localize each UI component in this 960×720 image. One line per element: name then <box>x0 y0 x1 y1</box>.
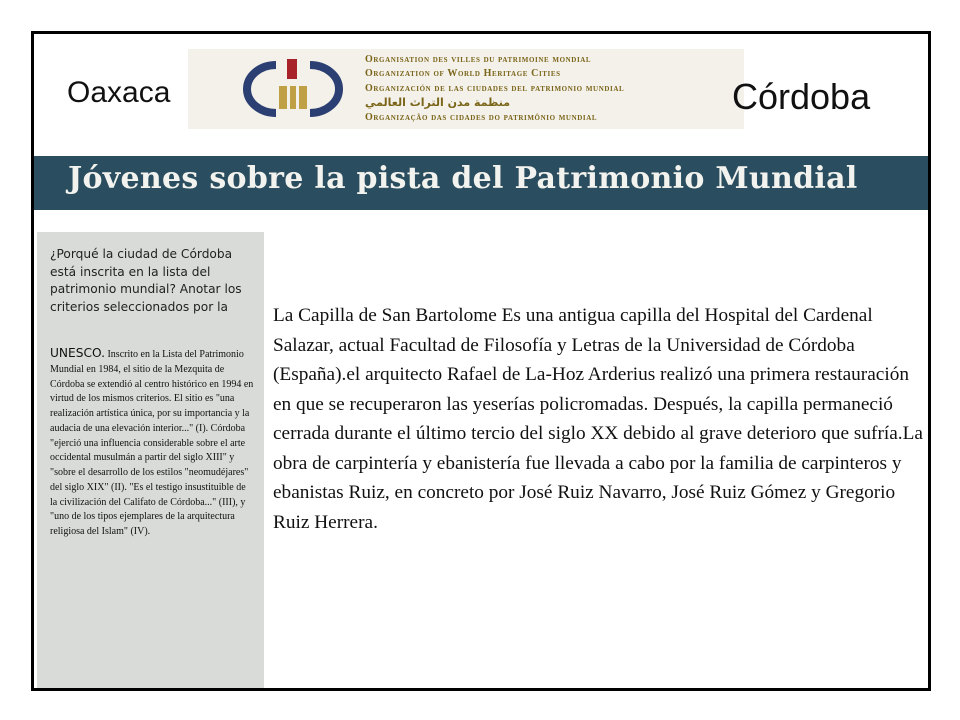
logo-line-es: Organización de las ciudades del patrimonio mundial <box>365 82 625 94</box>
logo-line-pt: Organização das cidades do patrimônio mundial <box>365 111 598 123</box>
sidebar-answer-lead: UNESCO. <box>50 346 105 360</box>
main-paragraph: La Capilla de San Bartolome Es una antigua capilla del Hospital del Cardenal Salazar, actual Facultad de Filosofía y Letras de la Universidad de Córdoba (España).el arquitecto Rafael de La-Hoz Arderius realizó una primera restauración en que se recuperaron las yeserías policromadas. Después, la capilla permaneció cerrada durante el último tercio del siglo XX debido al grave deterioro que sufría.La obra de carpintería y ebanistería fue llevada a cabo por la familia de carpinteros y ebanistas Ruiz, en concreto por José Ruiz Navarro, José Ruiz Gómez y Gregorio Ruiz Herrera. <box>273 305 923 533</box>
logo-text-block <box>365 53 740 125</box>
city-left-label: Oaxaca <box>67 76 171 109</box>
owhc-logo <box>188 49 744 129</box>
question-sidebar <box>37 232 264 688</box>
sidebar-question: ¿Porqué la ciudad de Córdoba está inscrita en la lista del patrimonio mundial? Anotar los criterios seleccionados por la <box>50 247 242 315</box>
sidebar-answer <box>50 346 254 540</box>
banner-title: Jóvenes sobre la pista del Patrimonio Mundial <box>68 161 858 196</box>
logo-line-fr: Organisation des villes du patrimoine mondial <box>365 54 592 65</box>
title-banner <box>34 156 928 210</box>
city-right-label: Córdoba <box>732 76 871 117</box>
sidebar-answer-text: Inscrito en la Lista del Patrimonio Mundial en 1984, el sitio de la Mezquita de Córdoba se extendió al centro histórico en 1994 en virtud de los mismos criterios. El sitio es "una realización artística única, por su importancia y la audacia de una elevación interior..." (I). Córdoba "ejerció una influencia considerable sobre el arte occidental musulmán a partir del siglo XIII" y "sobre el desarrollo de los estilos "neomudéjares" del siglo XIX" (II). "Es el testigo insustituible de la civilización del Califato de Córdoba..." (III), y "uno de los tipos ejemplares de la arquitectura religiosa del Islam" (IV). <box>50 349 254 537</box>
logo-line-en: Organization of World Heritage Cities <box>365 68 561 80</box>
logo-line-ar: منظمة مدن التراث العالمي <box>365 96 511 110</box>
owhc-emblem-icon <box>232 53 354 123</box>
slide-frame <box>31 31 931 691</box>
